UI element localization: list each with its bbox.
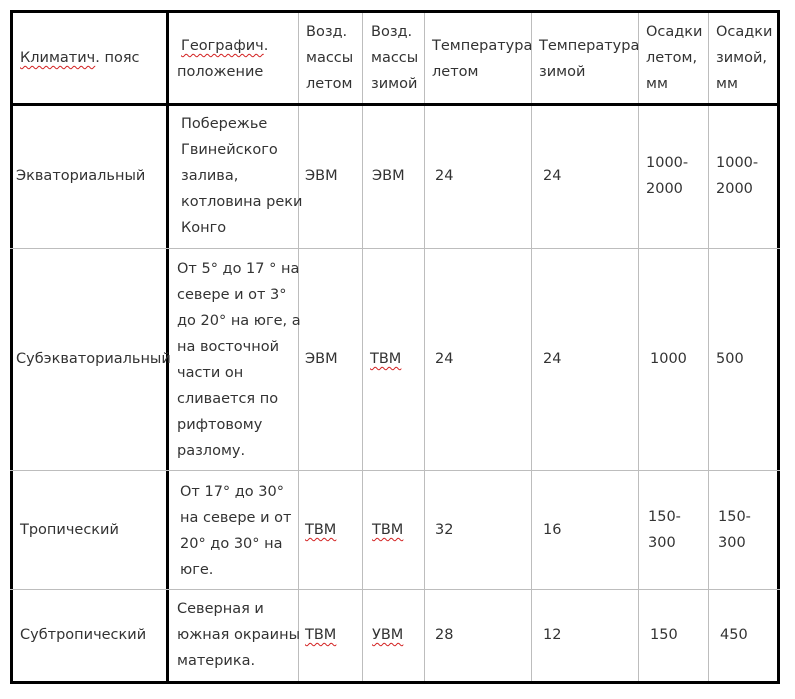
table-row-air-summer: ЭВМ — [305, 351, 338, 367]
table-row-temp-summer: 28 — [435, 627, 454, 643]
table-border-bottom — [10, 681, 780, 684]
header-temp-winter: Температура зимой — [539, 38, 640, 80]
table-row-air-winter: УВМ — [372, 627, 404, 643]
table-row-air-winter: ЭВМ — [372, 168, 405, 184]
header-temp-summer: Температура летом — [432, 38, 533, 80]
table-row-air-summer: ТВМ — [305, 522, 337, 538]
table-row-temp-summer: 24 — [435, 168, 454, 184]
table-row-geo: От 5° до 17 ° на севере и от 3° до 20° на юге, а на восточной части он сливается по рифтовому разлому. — [177, 261, 301, 459]
row-divider-1 — [10, 248, 780, 249]
table-row-air-winter: ТВМ — [372, 522, 404, 538]
header-precip-summer: Осадки летом, мм — [646, 24, 703, 92]
table-border-right — [777, 10, 780, 683]
row-divider-2 — [10, 470, 780, 471]
table-row-geo: Северная и южная окраины материка. — [177, 601, 301, 669]
table-row-air-winter: ТВМ — [370, 351, 402, 367]
header-divider — [10, 103, 780, 106]
table-row-precip-winter: 1000- 2000 — [716, 155, 759, 197]
row-divider-3 — [10, 589, 780, 590]
column-divider-precip-summer — [708, 10, 709, 683]
table-row-temp-summer: 32 — [435, 522, 454, 538]
table-row-geo: От 17° до 30° на севере и от 20° до 30° на юге. — [180, 484, 292, 578]
table-row-temp-winter: 24 — [543, 351, 562, 367]
table-border-top — [10, 10, 780, 13]
table-row-geo: Побережье Гвинейского залива, котловина реки Конго — [181, 116, 303, 236]
table-row-precip-summer: 150- 300 — [648, 509, 681, 551]
table-row-temp-winter: 16 — [543, 522, 562, 538]
header-precip-winter: Осадки зимой, мм — [716, 24, 773, 92]
table-row-zone: Тропический — [20, 522, 119, 538]
table-row-precip-summer: 150 — [650, 627, 678, 643]
column-divider-temp-summer — [531, 10, 532, 683]
header-geo: Географич. положение — [177, 38, 269, 80]
table-row-zone: Субтропический — [20, 627, 147, 643]
table-border-left — [10, 10, 13, 683]
table-row-air-summer: ЭВМ — [305, 168, 338, 184]
column-divider-air-summer — [362, 10, 363, 683]
table-row-zone: Субэкваториальный — [16, 351, 171, 367]
table-row-air-summer: ТВМ — [305, 627, 337, 643]
header-air-summer: Возд. массы летом — [306, 24, 354, 92]
table-row-precip-summer: 1000- 2000 — [646, 155, 689, 197]
column-divider-air-winter — [424, 10, 425, 683]
header-air-winter: Возд. массы зимой — [371, 24, 419, 92]
table-row-precip-winter: 450 — [720, 627, 748, 643]
table-row-temp-winter: 24 — [543, 168, 562, 184]
table-row-precip-winter: 500 — [716, 351, 744, 367]
table-row-precip-summer: 1000 — [650, 351, 687, 367]
table-row-precip-winter: 150- 300 — [718, 509, 751, 551]
header-zone: Климатич. пояс — [20, 50, 140, 66]
column-divider-temp-winter — [638, 10, 639, 683]
spellcheck-word: Климатич — [20, 50, 96, 66]
table-row-temp-summer: 24 — [435, 351, 454, 367]
spellcheck-word: Географич — [181, 38, 264, 54]
table-row-zone: Экваториальный — [16, 168, 146, 184]
table-row-temp-winter: 12 — [543, 627, 562, 643]
